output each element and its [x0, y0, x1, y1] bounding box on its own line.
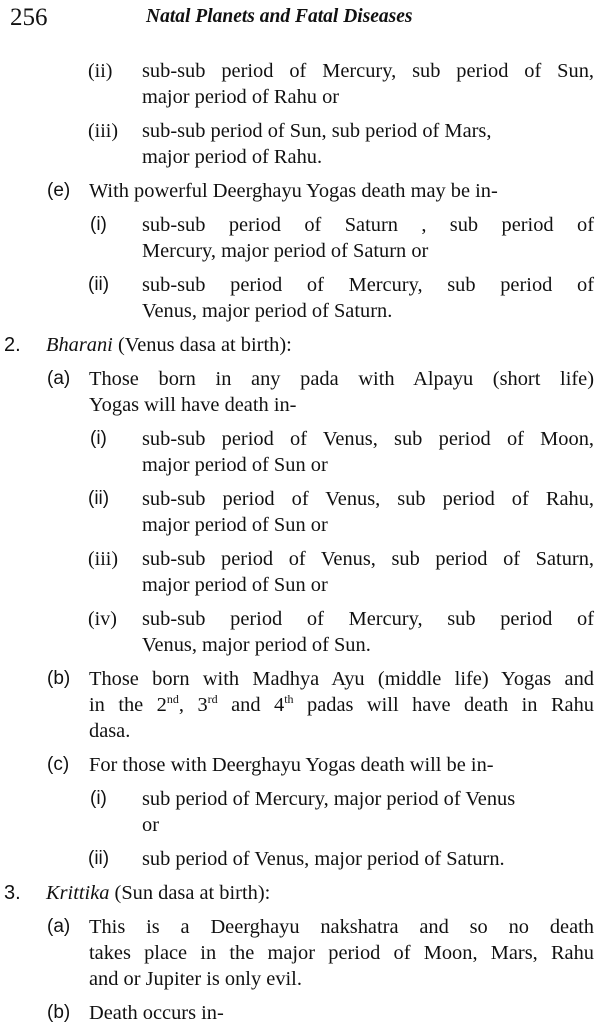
list-marker: (a)	[47, 368, 71, 389]
list-item-line: Those born in any pada with Alpayu (short life)	[89, 368, 594, 390]
section-heading	[46, 332, 292, 358]
list-marker: (i)	[90, 788, 107, 809]
ordinal-suffix: nd	[166, 692, 179, 707]
list-item-line: major period of Sun or	[142, 514, 328, 536]
list-item-line: Death occurs in-	[89, 1002, 224, 1024]
list-marker: (i)	[90, 214, 107, 235]
list-item-line: Those born with Madhya Ayu (middle life) Yogas and	[89, 668, 594, 690]
list-item-line: major period of Sun or	[142, 574, 328, 596]
text-run: and 4	[217, 694, 285, 716]
list-marker: (e)	[47, 180, 71, 201]
list-marker: (b)	[47, 1002, 71, 1023]
list-item-line: sub-sub period of Mercury, sub period of Sun,	[142, 60, 594, 82]
list-item-line: major period of Sun or	[142, 454, 328, 476]
list-item-line: takes place in the major period of Moon, Mars, Rahu	[89, 942, 594, 964]
text-run: , 3	[178, 694, 208, 716]
list-item-line: sub-sub period of Mercury, sub period of	[142, 274, 594, 296]
list-item-line: sub-sub period of Venus, sub period of Moon,	[142, 428, 594, 450]
list-marker: (b)	[47, 668, 71, 689]
section-heading	[46, 880, 270, 906]
list-marker: (iii)	[88, 548, 118, 570]
list-marker: (ii)	[88, 848, 110, 869]
list-item-line: sub period of Mercury, major period of Venus	[142, 788, 516, 810]
list-item-line: major period of Rahu or	[142, 86, 340, 108]
list-item-line: Yogas will have death in-	[89, 394, 297, 416]
list-item-line: Mercury, major period of Saturn or	[142, 240, 429, 262]
list-item-line: Venus, major period of Saturn.	[142, 300, 393, 322]
list-item-line: sub-sub period of Sun, sub period of Mars,	[142, 120, 492, 142]
list-item-line: This is a Deerghayu nakshatra and so no death	[89, 916, 594, 938]
section-heading-rest: (Venus dasa at birth):	[112, 334, 292, 356]
list-marker: (i)	[90, 428, 107, 449]
list-marker: (ii)	[88, 60, 113, 82]
section-number: 3.	[4, 882, 21, 904]
ordinal-suffix: th	[284, 692, 294, 707]
list-item-line: major period of Rahu.	[142, 146, 323, 168]
list-marker: (ii)	[88, 488, 110, 509]
section-number: 2.	[4, 334, 21, 356]
list-item-line: Venus, major period of Sun.	[142, 634, 371, 656]
list-item-line: sub-sub period of Mercury, sub period of	[142, 608, 594, 630]
page-number: 256	[10, 4, 48, 31]
list-item-line: For those with Deerghayu Yogas death will be in-	[89, 754, 494, 776]
list-item-line: or	[142, 814, 159, 836]
list-item-line: sub-sub period of Venus, sub period of Saturn,	[142, 548, 594, 570]
section-heading-rest: (Sun dasa at birth):	[109, 882, 271, 904]
list-item-line: sub-sub period of Venus, sub period of Rahu,	[142, 488, 594, 510]
page-header	[10, 2, 590, 36]
list-item-line	[89, 692, 594, 718]
list-marker: (c)	[47, 754, 70, 775]
ordinal-suffix: rd	[207, 692, 218, 707]
nakshatra-name: Krittika	[46, 882, 110, 904]
list-marker: (a)	[47, 916, 71, 937]
text-run: in the 2	[89, 694, 167, 716]
list-item-line: With powerful Deerghayu Yogas death may be in-	[89, 180, 498, 202]
nakshatra-name: Bharani	[46, 334, 113, 356]
list-marker: (iv)	[88, 608, 117, 630]
list-marker: (ii)	[88, 274, 110, 295]
text-run: padas will have death in Rahu	[293, 694, 594, 716]
running-title: Natal Planets and Fatal Diseases	[146, 6, 413, 27]
list-item-line: dasa.	[89, 720, 131, 742]
list-marker: (iii)	[88, 120, 118, 142]
list-item-line: sub-sub period of Saturn , sub period of	[142, 214, 594, 236]
list-item-line: and or Jupiter is only evil.	[89, 968, 302, 990]
list-item-line: sub period of Venus, major period of Saturn.	[142, 848, 505, 870]
